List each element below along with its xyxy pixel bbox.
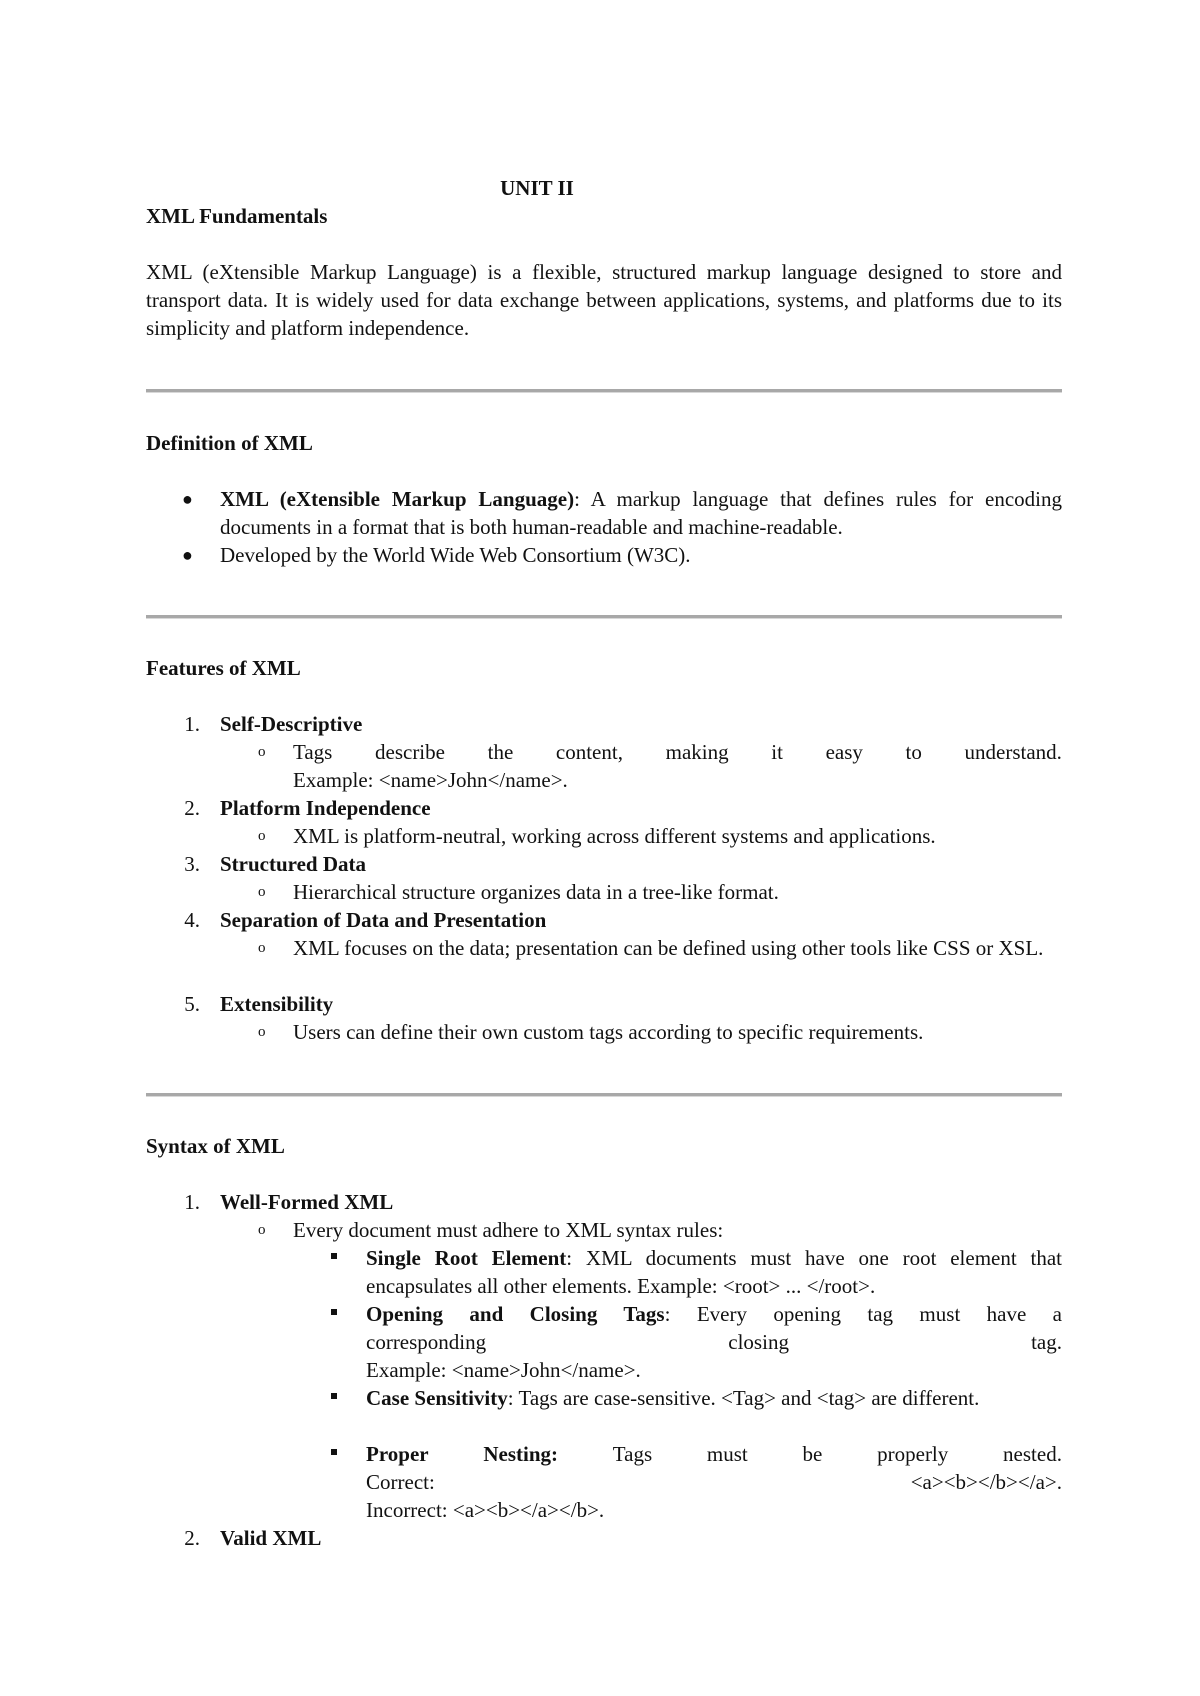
square-bullet-icon	[331, 1253, 337, 1259]
feature-detail: Tags describe the content, making it easy to understand.	[293, 740, 1062, 764]
rule-term: Nesting:	[483, 1442, 559, 1466]
square-bullet-icon	[331, 1393, 337, 1399]
circle-bullet-icon: o	[258, 744, 266, 760]
feature-detail: Users can define their own custom tags according to specific requirements.	[293, 1020, 924, 1044]
section-divider	[146, 389, 1062, 393]
syntax-rule	[366, 1244, 1062, 1300]
list-number: 1.	[184, 712, 200, 736]
feature-title: Platform Independence	[220, 796, 431, 820]
bullet-icon: ●	[182, 545, 193, 565]
syntax-rule-line: corresponding closing tag.	[366, 1330, 1062, 1354]
rule-text: : XML documents must have one root element that encapsulates all other elements. Example: <root> ... </root>.	[366, 1246, 1062, 1298]
syntax-rule	[366, 1384, 1062, 1412]
circle-bullet-icon: o	[258, 1024, 266, 1040]
square-bullet-icon	[331, 1309, 337, 1315]
features-heading: Features of XML	[146, 656, 301, 680]
list-number: 2.	[184, 796, 200, 820]
rule-term: Proper	[366, 1442, 429, 1466]
syntax-rule-example: Incorrect: <a><b></a></b>.	[366, 1498, 605, 1522]
feature-title: Extensibility	[220, 992, 334, 1016]
circle-bullet-icon: o	[258, 940, 266, 956]
rule-term: Case Sensitivity	[366, 1386, 508, 1410]
feature-title: Structured Data	[220, 852, 367, 876]
list-number: 1.	[184, 1190, 200, 1214]
rule-text: : Tags are case-sensitive. <Tag> and <tag> are different.	[507, 1386, 980, 1410]
definition-text: : A markup language that defines rules for encoding documents in a format that is both human-readable and machine-readable.	[220, 487, 1062, 539]
syntax-rule-example: Example: <name>John</name>.	[366, 1358, 641, 1382]
list-number: 4.	[184, 908, 200, 932]
syntax-rule	[366, 1300, 1062, 1328]
rule-term: Opening and Closing Tags	[366, 1302, 665, 1326]
section-divider	[146, 615, 1062, 619]
bullet-icon: ●	[182, 489, 193, 509]
list-number: 2.	[184, 1526, 200, 1550]
intro-paragraph: XML (eXtensible Markup Language) is a flexible, structured markup language designed to store and transport data. It is widely used for data exchange between applications, systems, and platforms due to its simplicity and platform independence.	[146, 260, 1062, 340]
definition-item: Developed by the World Wide Web Consortium (W3C).	[220, 543, 691, 567]
list-number: 3.	[184, 852, 200, 876]
feature-detail-example: Example: <name>John</name>.	[293, 768, 568, 792]
page-heading: XML Fundamentals	[146, 204, 328, 228]
square-bullet-icon	[331, 1449, 337, 1455]
circle-bullet-icon: o	[258, 884, 266, 900]
rule-text: : Every opening tag must have a	[664, 1302, 1063, 1326]
syntax-heading: Syntax of XML	[146, 1134, 285, 1158]
syntax-item-title: Well-Formed XML	[220, 1190, 394, 1214]
unit-title: UNIT II	[500, 176, 574, 200]
feature-title: Separation of Data and Presentation	[220, 908, 547, 932]
feature-detail: XML focuses on the data; presentation can be defined using other tools like CSS or XSL.	[293, 936, 1044, 960]
definition-item	[220, 485, 1062, 541]
syntax-rule-line: Correct: <a><b></b></a>.	[366, 1470, 1062, 1494]
section-divider	[146, 1093, 1062, 1097]
feature-title: Self-Descriptive	[220, 712, 363, 736]
definition-heading: Definition of XML	[146, 431, 313, 455]
rule-term: Single Root Element	[366, 1246, 567, 1270]
feature-detail: XML is platform-neutral, working across different systems and applications.	[293, 824, 936, 848]
circle-bullet-icon: o	[258, 1222, 266, 1238]
feature-detail: Hierarchical structure organizes data in a tree-like format.	[293, 880, 779, 904]
list-number: 5.	[184, 992, 200, 1016]
definition-term: XML (eXtensible Markup Language)	[220, 487, 575, 511]
syntax-item-detail: Every document must adhere to XML syntax rules:	[293, 1218, 724, 1242]
circle-bullet-icon: o	[258, 828, 266, 844]
syntax-item-title: Valid XML	[220, 1526, 322, 1550]
syntax-rule: Proper Nesting: Tags must be properly nested.	[366, 1442, 1062, 1466]
